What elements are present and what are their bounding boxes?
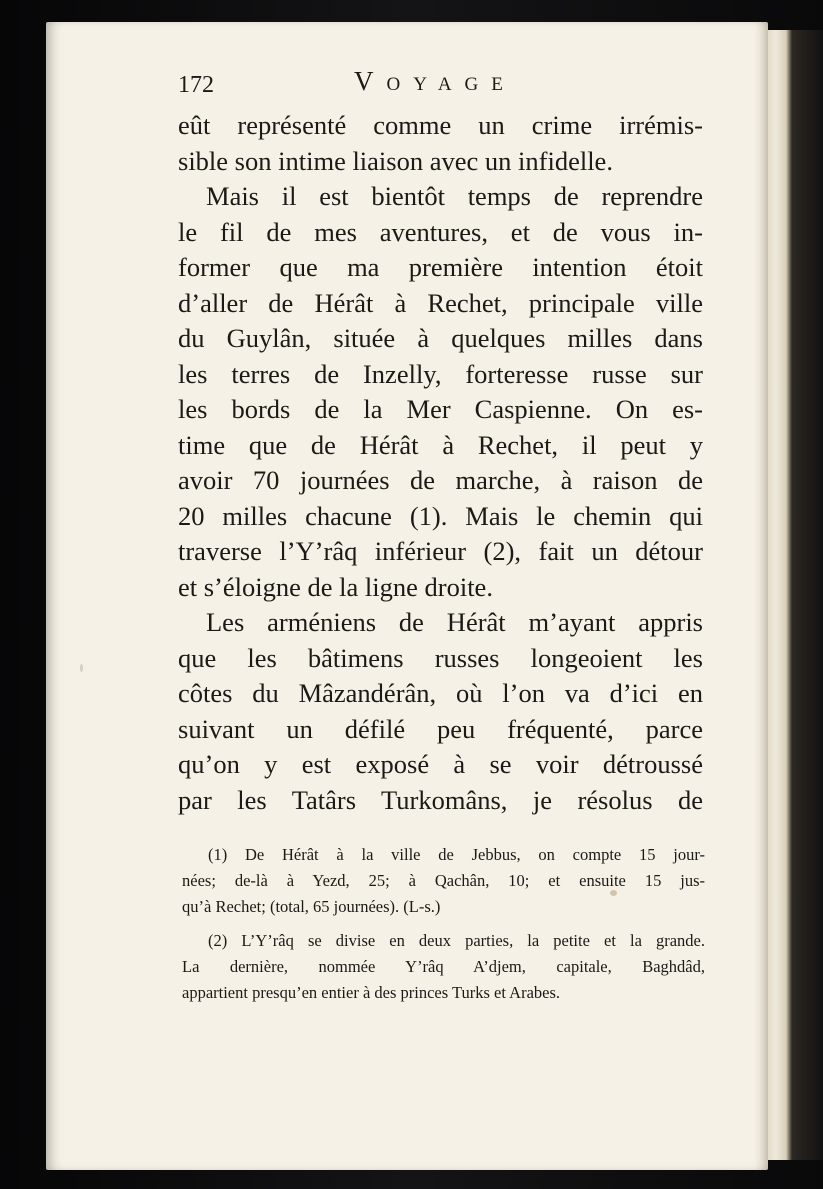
body-line: Les arméniens de Hérât m’ayant appris (206, 607, 703, 637)
footnote-line: appartient presqu’en entier à des princes Turks et Arabes. (182, 983, 561, 1002)
body-line: time que de Hérât à Rechet, il peut y (178, 429, 703, 460)
body-line: suivant un défilé peu fréquenté, parce (178, 713, 703, 744)
body-line: traverse l’Y’râq inférieur (2), fait un détour (178, 536, 703, 566)
footnote-line: (2) L’Y’râq se divise en deux parties, la petite et la grande. (208, 931, 705, 950)
body-line: que les bâtimens russes longeoient les (178, 642, 703, 673)
body-line: du Guylân, située à quelques milles dans (178, 323, 703, 353)
footnote-line: nées; de-là à Yezd, 25; à Qachân, 10; et ensuite 15 jus- (182, 871, 705, 890)
running-head (178, 66, 578, 106)
running-title: Voyage (354, 66, 516, 96)
body-line: Mais il est bientôt temps de reprendre (206, 181, 703, 211)
body-line: d’aller de Hérât à Rechet, principale ville (178, 287, 703, 318)
body-line: avoir 70 journées de marche, à raison de (178, 465, 703, 495)
footnotes (182, 842, 705, 1006)
body-line: eût représenté comme un crime irrémis- (178, 110, 703, 140)
body-line: le fil de mes aventures, et de vous in- (178, 216, 703, 247)
paper-stain (80, 664, 83, 672)
page-number: 172 (178, 72, 214, 98)
body-line: côtes du Mâzandérân, où l’on va d’ici en (178, 678, 703, 708)
body-line: par les Tatârs Turkomâns, je résolus de (178, 784, 703, 815)
footnote-gap (182, 920, 705, 928)
body-line: 20 milles chacune (1). Mais le chemin qui (178, 500, 703, 531)
body-text (178, 108, 703, 818)
facing-page-edge (766, 30, 823, 1160)
body-line: les terres de Inzelly, forteresse russe sur (178, 358, 703, 389)
footnote-line: qu’à Rechet; (total, 65 journées). (L-s.) (182, 897, 441, 916)
body-line: les bords de la Mer Caspienne. On es- (178, 394, 703, 424)
body-line: qu’on y est exposé à se voir détroussé (178, 749, 703, 779)
body-line: former que ma première intention étoit (178, 252, 703, 282)
body-line: sible son intime liaison avec un infidelle. (178, 145, 613, 176)
body-line: et s’éloigne de la ligne droite. (178, 571, 493, 602)
footnote-line: La dernière, nommée Y’râq A’djem, capitale, Baghdâd, (182, 957, 705, 976)
footnote-line: (1) De Hérât à la ville de Jebbus, on compte 15 jour- (208, 845, 705, 864)
